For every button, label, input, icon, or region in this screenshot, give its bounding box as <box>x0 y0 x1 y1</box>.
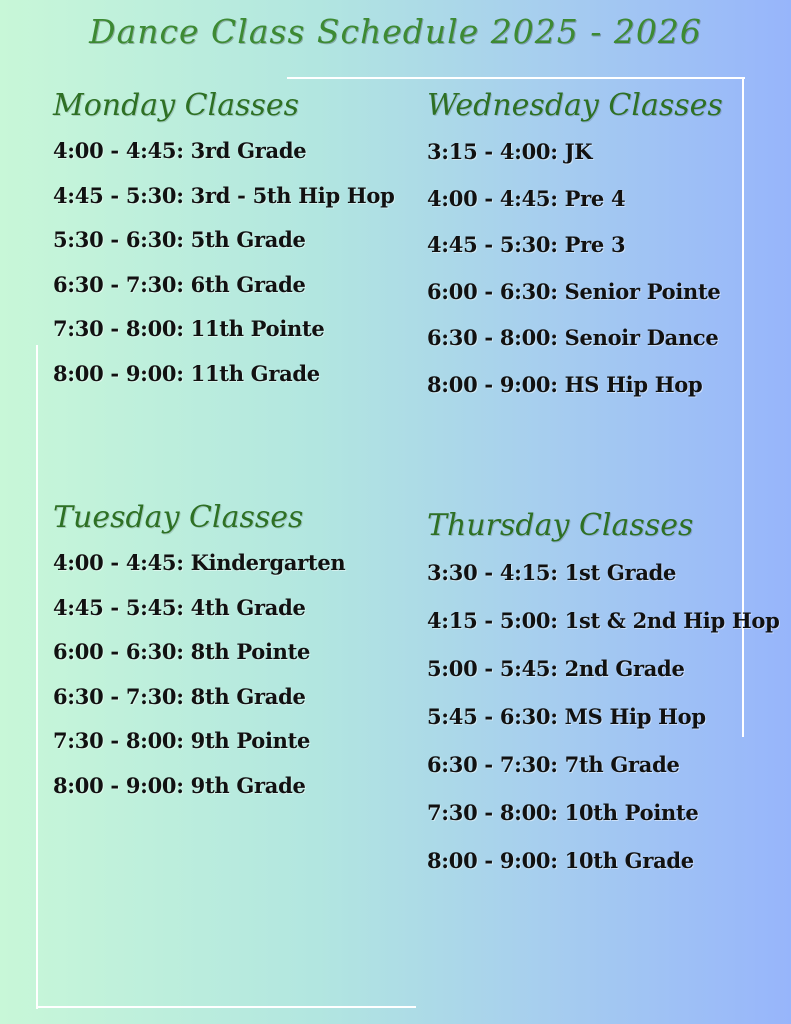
class-item: 4:45 - 5:30: Pre 3 <box>427 232 626 257</box>
class-item: 7:30 - 8:00: 10th Pointe <box>427 800 699 825</box>
tuesday-section <box>53 500 345 808</box>
class-item: 4:00 - 4:45: Kindergarten <box>53 550 346 575</box>
thursday-section <box>427 508 780 885</box>
class-item: 7:30 - 8:00: 11th Pointe <box>53 316 325 341</box>
class-item: 6:30 - 8:00: Senoir Dance <box>427 325 719 350</box>
class-item: 4:00 - 4:45: Pre 4 <box>427 185 626 211</box>
class-item: 5:45 - 6:30: MS Hip Hop <box>427 704 706 729</box>
monday-heading: Monday Classes <box>53 88 300 123</box>
frame-line-top-right <box>287 77 745 79</box>
class-item: 6:30 - 7:30: 8th Grade <box>53 683 306 709</box>
wednesday-class-list <box>427 129 723 408</box>
class-item: 4:00 - 4:45: 3rd Grade <box>53 138 307 163</box>
class-item: 4:45 - 5:30: 3rd - 5th Hip Hop <box>53 182 395 208</box>
wednesday-heading: Wednesday Classes <box>427 88 723 123</box>
class-item: 8:00 - 9:00: 11th Grade <box>53 360 320 386</box>
class-item: 4:15 - 5:00: 1st & 2nd Hip Hop <box>427 608 780 633</box>
wednesday-section <box>427 88 723 408</box>
monday-class-list <box>53 129 395 396</box>
class-item: 5:30 - 6:30: 5th Grade <box>53 227 306 252</box>
frame-line-left <box>36 345 38 1009</box>
monday-section <box>53 88 395 396</box>
class-item: 8:00 - 9:00: HS Hip Hop <box>427 371 703 397</box>
thursday-heading: Thursday Classes <box>427 508 694 543</box>
frame-line-bottom-left <box>36 1006 416 1008</box>
class-item: 3:30 - 4:15: 1st Grade <box>427 560 677 585</box>
class-item: 8:00 - 9:00: 9th Grade <box>53 772 306 798</box>
tuesday-heading: Tuesday Classes <box>53 500 304 535</box>
thursday-class-list <box>427 549 780 885</box>
tuesday-class-list <box>53 541 345 808</box>
class-item: 7:30 - 8:00: 9th Pointe <box>53 728 311 753</box>
class-item: 6:30 - 7:30: 6th Grade <box>53 271 306 297</box>
class-item: 6:00 - 6:30: Senior Pointe <box>427 278 721 304</box>
page-title: Dance Class Schedule 2025 - 2026 <box>89 12 702 51</box>
class-item: 4:45 - 5:45: 4th Grade <box>53 594 306 620</box>
class-item: 5:00 - 5:45: 2nd Grade <box>427 656 685 681</box>
class-item: 6:30 - 7:30: 7th Grade <box>427 752 680 777</box>
class-item: 8:00 - 9:00: 10th Grade <box>427 848 694 873</box>
class-item: 6:00 - 6:30: 8th Pointe <box>53 639 311 664</box>
class-item: 3:15 - 4:00: JK <box>427 139 593 164</box>
